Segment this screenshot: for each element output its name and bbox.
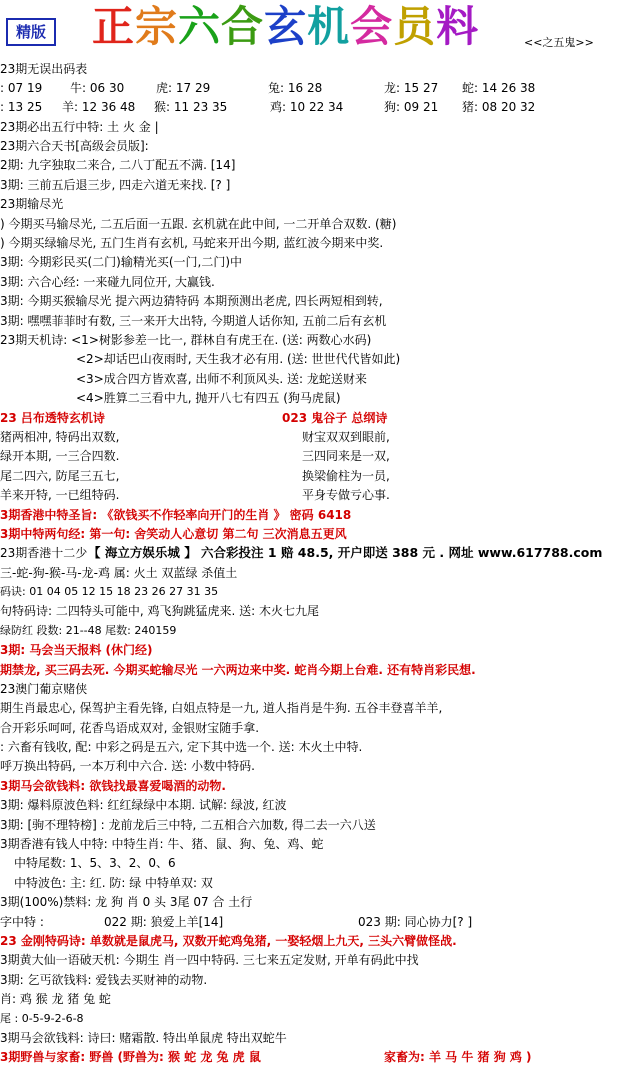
text-segment: 呼万换出特码, 一本万利中六合. 送: 小数中特码. [0, 759, 255, 773]
text-segment: 23期天机诗: <1>树影参差一比一, 群林自有虎王在. (送: 两数心水码) [0, 333, 372, 347]
text-line [0, 796, 621, 814]
text-segment: 换梁偷柱为一员, [302, 469, 390, 483]
text-line [0, 195, 621, 213]
text-segment: : 07 19 [0, 81, 43, 95]
text-line [0, 118, 621, 136]
text-segment: 23期香港十二少 [0, 546, 88, 560]
title-char: 宗 [135, 2, 179, 51]
text-line [0, 583, 621, 601]
text-segment: 23期输尽光 [0, 197, 64, 211]
text-segment: 平身专做亏心事. [302, 488, 390, 502]
text-line [0, 156, 621, 174]
text-segment: 023 期: 同心协力[? ] [358, 915, 473, 929]
text-segment: 中特波色: 主: 红. 防: 绿 中特单双: 双 [14, 876, 213, 890]
text-segment: <2>却话巴山夜雨时, 天生我才必有用. (送: 世世代代皆如此) [76, 352, 401, 366]
text-segment: 绿开本期, 一三合四数. [0, 449, 120, 463]
text-line [0, 699, 621, 717]
text-segment: 狗: 09 21 [384, 100, 439, 114]
text-line [0, 893, 621, 911]
text-segment: 龙: 15 27 [384, 81, 439, 95]
title-char: 料 [436, 2, 480, 51]
text-segment: 期禁龙, 买三码去死. 今期买蛇输尽光 一六两边来中奖. 蛇肖今期上台难. 还有特肖彩民想. [0, 663, 476, 677]
text-line [0, 854, 621, 872]
text-line [0, 622, 621, 640]
text-segment: 猴: 11 23 35 [154, 100, 228, 114]
text-line [0, 1010, 621, 1028]
text-line [0, 331, 621, 349]
text-line [0, 971, 621, 989]
text-segment: 合开彩乐呵呵, 花香鸟语成双对, 金银财宝随手拿. [0, 721, 260, 735]
text-segment: 3期中特两句经: 第一句: 舍笑动人心意切 第二句 三次消息五更风 [0, 527, 347, 541]
edition-badge: 精版 [6, 18, 56, 46]
text-segment: 【 海立方娱乐城 】 六合彩投注 1 赔 48.5, 开户即送 388 元 . 网址 www.617788.com [88, 545, 603, 560]
text-segment: 期生肖最忠心, 保驾护主看先锋, 白姐点特是一九, 道人指肖是牛狗. 五谷丰登喜羊羊, [0, 701, 443, 715]
text-line [0, 525, 621, 543]
page-title [92, 2, 479, 52]
text-segment: 23期必出五行中特: 土 火 金 | [0, 120, 159, 134]
text-line [0, 312, 621, 330]
text-line [0, 370, 621, 388]
text-line [0, 680, 621, 698]
text-segment: 23期无误出码表 [0, 62, 88, 76]
title-char: 机 [307, 2, 351, 51]
text-segment: <4>胜算二三看中九, 抛开八七有四五 (狗马虎鼠) [76, 391, 341, 405]
text-line [0, 661, 621, 679]
text-segment: 3期: 六合心经: 一来碰九同位开, 大赢钱. [0, 275, 215, 289]
text-line [0, 913, 621, 931]
text-segment: 猪两相冲, 特码出双数, [0, 430, 120, 444]
text-line [0, 932, 621, 950]
text-line [0, 1029, 621, 1047]
text-segment: 字中特 : [0, 915, 44, 929]
text-line [0, 777, 621, 795]
text-segment: 23澳门葡京赌侠 [0, 682, 88, 696]
title-char: 员 [393, 2, 437, 51]
text-segment: 3期香港中特圣旨: 《欲钱买不作轻率向开门的生肖 》 密码 6418 [0, 508, 352, 522]
text-line [0, 816, 621, 834]
title-char: 玄 [264, 2, 308, 51]
text-line [0, 98, 621, 116]
text-line [0, 486, 621, 504]
text-line [0, 60, 621, 78]
document-header [0, 0, 621, 62]
text-segment: 尾二四六, 防尾三五七, [0, 469, 120, 483]
text-segment: ) 今期买马输尽光, 二五后面一五跟. 玄机就在此中间, 一二开单合双数. (糖) [0, 217, 397, 231]
text-segment: 3期野兽与家畜: 野兽 (野兽为: 猴 蛇 龙 兔 虎 鼠 [0, 1050, 261, 1064]
text-line [0, 757, 621, 775]
text-segment: 肖: 鸡 猴 龙 猪 兔 蛇 [0, 992, 111, 1006]
text-line [0, 428, 621, 446]
text-segment: 鸡: 10 22 34 [270, 100, 344, 114]
text-segment: 羊来开特, 一已组特码. [0, 488, 120, 502]
text-segment: <3>成合四方皆欢喜, 出师不利顶风头. 送: 龙蛇送财来 [76, 372, 367, 386]
text-segment: 3期马会欲钱料: 欲钱找最喜爱喝酒的动物. [0, 779, 226, 793]
text-line [0, 506, 621, 524]
text-line [0, 467, 621, 485]
text-segment: : 六畜有钱收, 配: 中彩之码是五六, 定下其中选一个. 送: 木火土中特. [0, 740, 363, 754]
text-segment: 023 鬼谷子 总纲诗 [282, 411, 388, 425]
text-line [0, 874, 621, 892]
text-line [0, 273, 621, 291]
text-line [0, 641, 621, 659]
text-segment: 3期: 三前五后退三步, 四走六道无来找. [? ] [0, 178, 231, 192]
title-char: 合 [221, 2, 265, 51]
text-segment: 3期: 马会当天报料 (休门经) [0, 643, 153, 657]
text-segment: 句特码诗: 二四特头可能中, 鸡飞狗跳猛虎来. 送: 木火七九尾 [0, 604, 319, 618]
title-char: 正 [92, 2, 136, 51]
text-segment: 3期: 嘿嘿菲菲时有数, 三一来开大出特, 今期道人话你知, 五前二后有玄机 [0, 314, 387, 328]
text-segment: 牛: 06 30 [70, 81, 125, 95]
text-line [0, 409, 621, 427]
page-subtitle: <<之五鬼>> [524, 36, 594, 49]
text-segment: 3期: 乞丐欲钱料: 爱钱去买财神的动物. [0, 973, 208, 987]
text-line [0, 234, 621, 252]
text-segment: 蛇: 14 26 38 [462, 81, 536, 95]
text-segment: 兔: 16 28 [268, 81, 323, 95]
text-segment: 中特尾数: 1、5、3、2、0、6 [14, 856, 176, 870]
text-segment: ) 今期买绿输尽光, 五门生肖有玄机, 马蛇来开出今期, 蓝红波今期来中奖. [0, 236, 384, 250]
title-char: 六 [178, 2, 222, 51]
text-segment: 23期六合天书[高级会员版]: [0, 139, 149, 153]
text-segment: 2期: 九字独取二来合, 二八丁配五不满. [14] [0, 158, 236, 172]
text-line [0, 79, 621, 97]
title-char: 会 [350, 2, 394, 51]
text-segment: : 13 25 [0, 100, 43, 114]
text-segment: 3期: 今期买猴输尽光 提六两边猜特码 本期预测出老虎, 四长两短相到转, [0, 294, 383, 308]
text-segment: 3期黄大仙一语破天机: 今期生 肖一四中特码. 三七来五定发财, 开单有码此中找 [0, 953, 419, 967]
text-segment: 猪: 08 20 32 [462, 100, 536, 114]
text-segment: 3期(100%)禁料: 龙 狗 肖 0 头 3尾 07 合 土行 [0, 895, 253, 909]
text-line [0, 951, 621, 969]
text-segment: 3期: [驹不理特榜] : 龙前龙后三中特, 二五相合六加数, 得二去一六八送 [0, 818, 376, 832]
text-line [0, 176, 621, 194]
text-segment: 绿防红 段数: 21--48 尾数: 240159 [0, 624, 177, 637]
text-line [0, 990, 621, 1008]
text-segment: 3期马会欲钱料: 诗曰: 赌霜散. 特出单鼠虎 特出双蛇牛 [0, 1031, 287, 1045]
text-line [0, 137, 621, 155]
text-line [0, 835, 621, 853]
text-line [0, 719, 621, 737]
text-segment: 家畜为: 羊 马 牛 猪 狗 鸡 ) [384, 1050, 532, 1064]
text-line [0, 253, 621, 271]
text-line [0, 564, 621, 582]
text-segment: 23 金刚特码诗: 单数就是鼠虎马, 双数开蛇鸡兔猪, 一娶轻烟上九天, 三头六臂做怪战. [0, 934, 457, 948]
text-line [0, 602, 621, 620]
text-segment: 23 吕布透特玄机诗 [0, 411, 105, 425]
text-line [0, 389, 621, 407]
text-segment: 尾 : 0-5-9-2-6-8 [0, 1012, 84, 1025]
text-segment: 022 期: 狼爱上羊[14] [104, 915, 224, 929]
text-line [0, 738, 621, 756]
text-segment: 羊: 12 36 48 [62, 100, 136, 114]
text-segment: 3期: 今期彩民买(二门)输精光买(一门,二门)中 [0, 255, 243, 269]
text-segment: 虎: 17 29 [156, 81, 211, 95]
text-line [0, 292, 621, 310]
text-segment: 3期: 爆料原波色料: 红红绿绿中本期. 试解: 绿波, 红波 [0, 798, 287, 812]
text-segment: 码诀: 01 04 05 12 15 18 23 26 27 31 35 [0, 585, 219, 598]
text-segment: 三四同来是一双, [302, 449, 390, 463]
text-line [0, 350, 621, 368]
text-segment: 三-蛇-狗-猴-马-龙-鸡 属: 火土 双蓝绿 杀值土 [0, 566, 238, 580]
text-segment: 3期香港有钱人中特: 中特生肖: 牛、猪、鼠、狗、兔、鸡、蛇 [0, 837, 324, 851]
text-segment: 财宝双双到眼前, [302, 430, 390, 444]
text-line [0, 447, 621, 465]
text-line [0, 544, 621, 562]
text-line [0, 215, 621, 233]
text-line [0, 1048, 621, 1066]
